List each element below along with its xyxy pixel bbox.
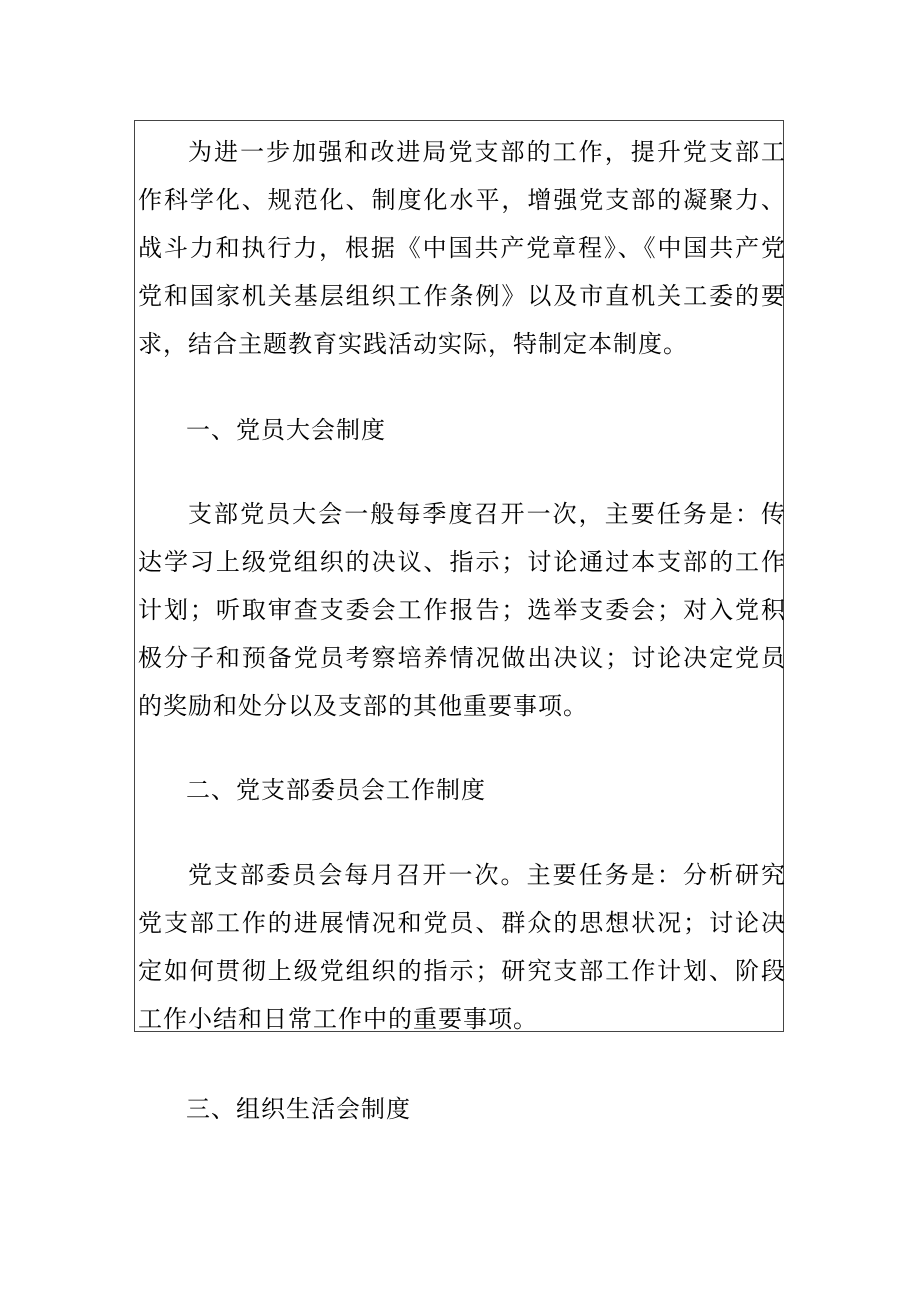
section-heading-party-congress: 一、党员大会制度 (186, 416, 386, 444)
section-body-branch-committee: 党支部委员会每月召开一次。主要任务是：分析研究党支部工作的进展情况和党员、群众的思想状况；讨论决定如何贯彻上级党组织的指示；研究支部工作计划、阶段工作小结和日常工作中的重要事项。 (138, 861, 786, 1033)
section-heading-branch-committee: 二、党支部委员会工作制度 (186, 776, 486, 804)
section-heading-organizational-life: 三、组织生活会制度 (186, 1095, 411, 1123)
intro-paragraph: 为进一步加强和改进局党支部的工作，提升党支部工作科学化、规范化、制度化水平，增强党支部的凝聚力、战斗力和执行力，根据《中国共产党章程》、《中国共产党党和国家机关基层组织工作条例》以及市直机关工委的要求，结合主题教育实践活动实际，特制定本制度。 (138, 138, 786, 358)
section-body-party-congress: 支部党员大会一般每季度召开一次，主要任务是：传达学习上级党组织的决议、指示；讨论通过本支部的工作计划；听取审查支委会工作报告；选举支委会；对入党积极分子和预备党员考察培养情况做出决议；讨论决定党员的奖励和处分以及支部的其他重要事项。 (138, 500, 786, 720)
